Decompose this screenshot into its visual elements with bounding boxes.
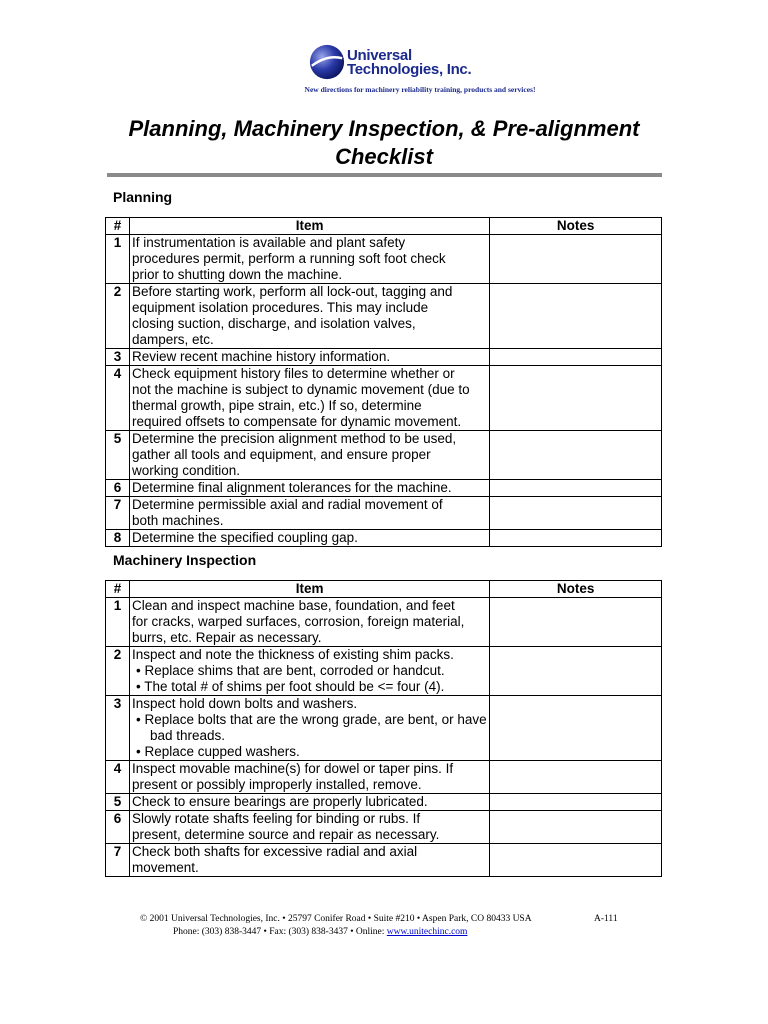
page-title-line1: Planning, Machinery Inspection, & Pre-alignment — [128, 116, 640, 141]
table-row — [106, 647, 662, 696]
bullet-icon: • — [135, 712, 145, 727]
bullet-icon: • — [135, 744, 145, 759]
item-text-line: If instrumentation is available and plant safety — [131, 235, 406, 250]
item-text-line: procedures permit, perform a running soft foot check — [131, 251, 446, 266]
item-text-line: burrs, etc. Repair as necessary. — [131, 630, 322, 645]
row-number: 5 — [106, 794, 130, 811]
row-item — [129, 794, 489, 811]
column-header-item: Item — [129, 581, 489, 598]
globe-icon — [308, 43, 346, 81]
bullet-icon: • — [135, 679, 145, 694]
row-item — [129, 431, 489, 480]
item-bullet — [132, 712, 487, 744]
row-notes-cell[interactable] — [490, 794, 662, 811]
table-row — [106, 480, 662, 497]
item-text-line: movement. — [131, 860, 199, 875]
table-row — [106, 431, 662, 480]
column-header-item: Item — [129, 218, 489, 235]
item-text-line: Check both shafts for excessive radial and axial — [131, 844, 418, 859]
row-number: 6 — [106, 480, 130, 497]
row-number: 1 — [106, 598, 130, 647]
row-item — [129, 480, 489, 497]
bullet-text: Replace bolts that are the wrong grade, are bent, or have bad threads. — [144, 712, 487, 743]
item-text-line: Determine permissible axial and radial movement of — [131, 497, 443, 512]
item-text-line: Inspect hold down bolts and washers. — [131, 696, 358, 711]
row-item — [129, 349, 489, 366]
row-notes-cell[interactable] — [490, 761, 662, 794]
footer-phone-fax: Phone: (303) 838-3447 • Fax: (303) 838-3437 • Online: — [173, 927, 387, 937]
row-notes-cell[interactable] — [490, 349, 662, 366]
row-notes-cell[interactable] — [490, 647, 662, 696]
item-text-line: thermal growth, pipe strain, etc.) If so, determine — [131, 398, 422, 413]
planning-table — [105, 217, 662, 547]
item-text-line: present, determine source and repair as necessary. — [131, 827, 440, 842]
item-text-line: Check to ensure bearings are properly lubricated. — [131, 794, 428, 809]
item-text-line: Slowly rotate shafts feeling for binding or rubs. If — [131, 811, 421, 826]
row-notes-cell[interactable] — [490, 696, 662, 761]
item-bullet — [132, 744, 487, 760]
bullet-text: Replace cupped washers. — [144, 744, 300, 759]
item-text-line: Clean and inspect machine base, foundation, and feet — [131, 598, 455, 613]
table-row — [106, 794, 662, 811]
planning-heading: Planning — [113, 189, 173, 205]
table-row — [106, 811, 662, 844]
row-number: 3 — [106, 349, 130, 366]
row-item — [129, 284, 489, 349]
row-number: 5 — [106, 431, 130, 480]
column-header-notes: Notes — [490, 581, 662, 598]
row-number: 2 — [106, 284, 130, 349]
item-text-line: not the machine is subject to dynamic movement (due to — [131, 382, 470, 397]
inspection-table — [105, 580, 662, 877]
item-text-line: present or possibly improperly installed, remove. — [131, 777, 422, 792]
table-row — [106, 497, 662, 530]
row-item — [129, 530, 489, 547]
row-number: 4 — [106, 366, 130, 431]
column-header-number: # — [106, 581, 130, 598]
company-tagline: New directions for machinery reliability training, products and services! — [304, 85, 536, 94]
table-header-row — [106, 218, 662, 235]
row-notes-cell[interactable] — [490, 598, 662, 647]
row-number: 4 — [106, 761, 130, 794]
row-number: 7 — [106, 844, 130, 877]
row-notes-cell[interactable] — [490, 284, 662, 349]
item-text-line: Review recent machine history information. — [131, 349, 391, 364]
row-notes-cell[interactable] — [490, 844, 662, 877]
column-header-notes: Notes — [490, 218, 662, 235]
item-text-line: prior to shutting down the machine. — [131, 267, 343, 282]
row-notes-cell[interactable] — [490, 530, 662, 547]
item-text-line: equipment isolation procedures. This may include — [131, 300, 429, 315]
table-row — [106, 530, 662, 547]
item-bullet — [132, 679, 487, 695]
item-text-line: closing suction, discharge, and isolation valves, — [131, 316, 416, 331]
item-text-line: Inspect and note the thickness of existing shim packs. — [131, 647, 454, 662]
row-item — [129, 696, 489, 761]
page-title — [104, 115, 664, 171]
row-item — [129, 235, 489, 284]
item-text-line: Determine the precision alignment method to be used, — [131, 431, 457, 446]
row-item — [129, 598, 489, 647]
item-text-line: Check equipment history files to determine whether or — [131, 366, 455, 381]
table-row — [106, 284, 662, 349]
item-text-line: Determine final alignment tolerances for the machine. — [131, 480, 452, 495]
table-row — [106, 235, 662, 284]
row-notes-cell[interactable] — [490, 431, 662, 480]
table-header-row — [106, 581, 662, 598]
row-notes-cell[interactable] — [490, 366, 662, 431]
item-text-line: required offsets to compensate for dynamic movement. — [131, 414, 462, 429]
item-text-line: working condition. — [131, 463, 241, 478]
row-notes-cell[interactable] — [490, 235, 662, 284]
row-number: 7 — [106, 497, 130, 530]
row-number: 1 — [106, 235, 130, 284]
table-row — [106, 366, 662, 431]
title-divider — [107, 173, 662, 177]
row-number: 2 — [106, 647, 130, 696]
row-notes-cell[interactable] — [490, 497, 662, 530]
row-item — [129, 497, 489, 530]
page-number: A-111 — [594, 914, 618, 924]
bullet-text: Replace shims that are bent, corroded or handcut. — [144, 663, 445, 678]
row-item — [129, 366, 489, 431]
footer-contact — [173, 926, 467, 939]
inspection-heading: Machinery Inspection — [113, 552, 257, 568]
table-row — [106, 349, 662, 366]
row-number: 6 — [106, 811, 130, 844]
item-text-line: Determine the specified coupling gap. — [131, 530, 358, 545]
row-item — [129, 761, 489, 794]
item-text-line: for cracks, warped surfaces, corrosion, foreign material, — [131, 614, 465, 629]
table-row — [106, 761, 662, 794]
footer-address: © 2001 Universal Technologies, Inc. • 25797 Conifer Road • Suite #210 • Aspen Park, CO 80433 USA — [140, 914, 532, 924]
item-text-line: Before starting work, perform all lock-out, tagging and — [131, 284, 453, 299]
company-name — [347, 49, 471, 77]
row-number: 3 — [106, 696, 130, 761]
company-logo — [300, 40, 540, 100]
item-text-line: Inspect movable machine(s) for dowel or taper pins. If — [131, 761, 454, 776]
website-link[interactable]: www.unitechinc.com — [386, 927, 468, 937]
table-row — [106, 696, 662, 761]
table-row — [106, 598, 662, 647]
column-header-number: # — [106, 218, 130, 235]
item-text-line: gather all tools and equipment, and ensure proper — [131, 447, 431, 462]
row-item — [129, 811, 489, 844]
row-notes-cell[interactable] — [490, 480, 662, 497]
row-item — [129, 647, 489, 696]
item-text-line: dampers, etc. — [131, 332, 214, 347]
table-row — [106, 844, 662, 877]
page-title-line2: Checklist — [335, 144, 433, 169]
row-notes-cell[interactable] — [490, 811, 662, 844]
row-number: 8 — [106, 530, 130, 547]
item-bullet — [132, 663, 487, 679]
company-name-line2: Technologies, Inc. — [347, 61, 472, 78]
company-name-line1: Universal — [347, 47, 412, 64]
item-text-line: both machines. — [131, 513, 224, 528]
bullet-icon: • — [135, 663, 145, 678]
bullet-text: The total # of shims per foot should be <= four (4). — [144, 679, 445, 694]
row-item — [129, 844, 489, 877]
